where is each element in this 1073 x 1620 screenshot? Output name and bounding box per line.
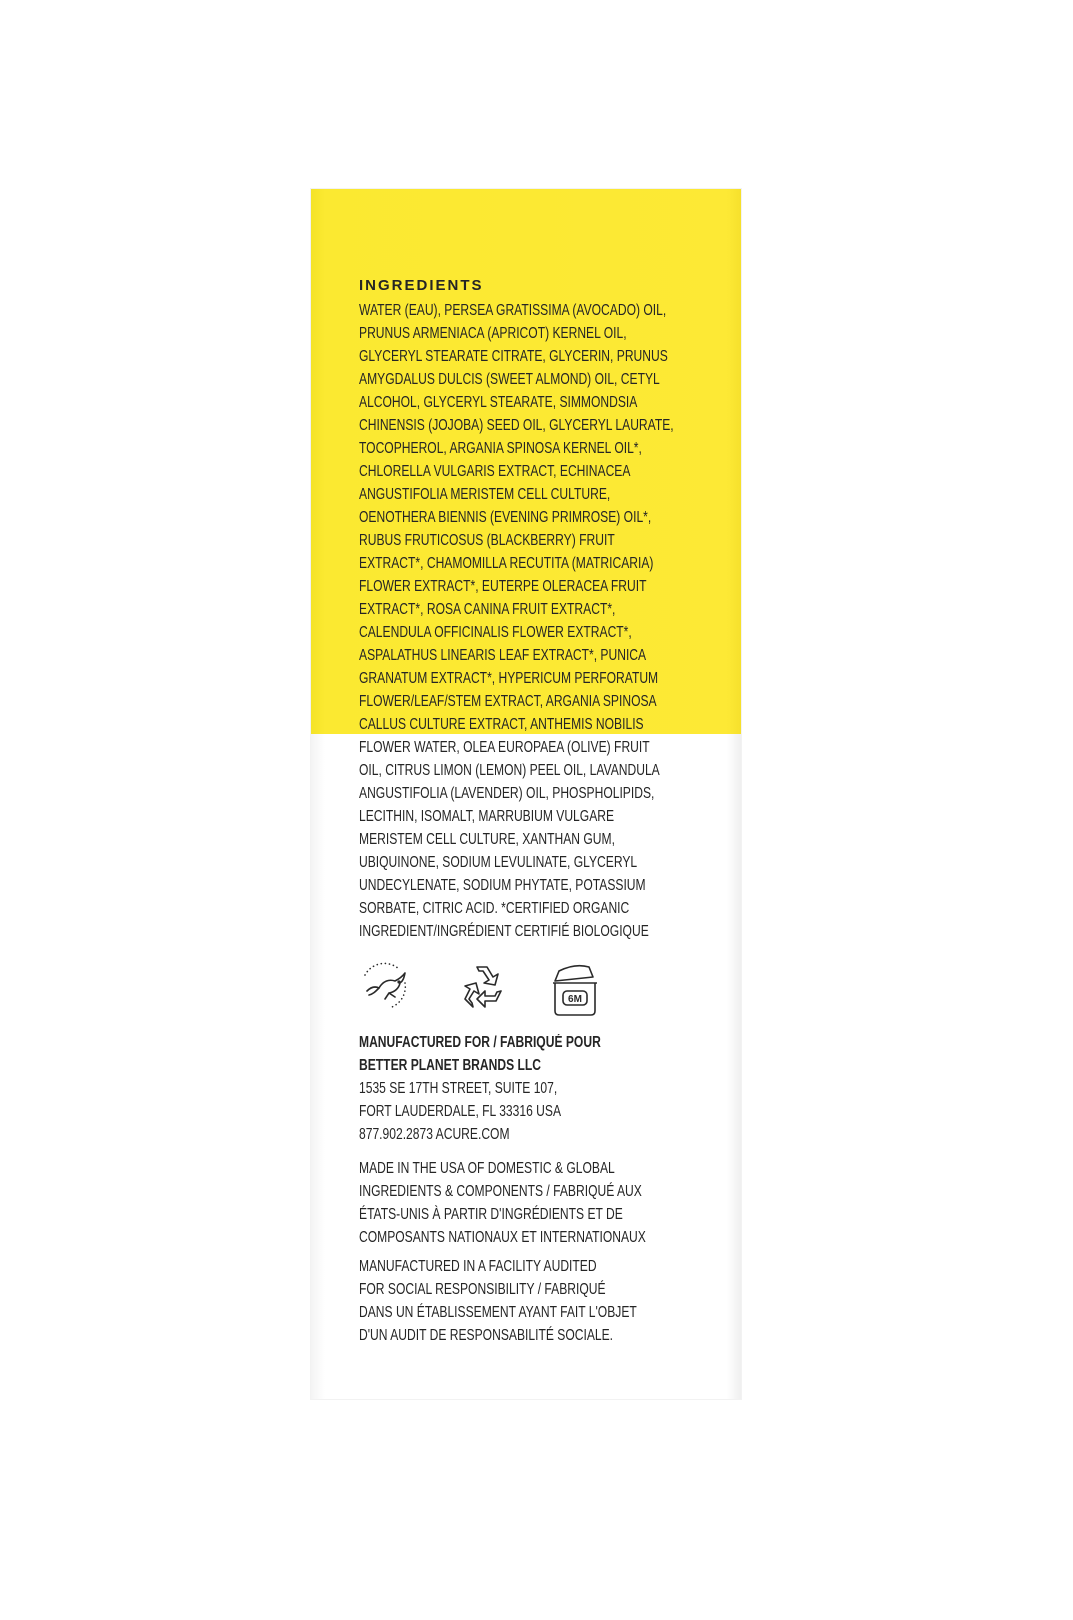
ingredients-line: AMYGDALUS DULCIS (SWEET ALMOND) OIL, CETYL: [359, 371, 660, 388]
pao-label: 6M: [568, 994, 582, 1005]
product-box-side-panel: [311, 189, 741, 1399]
ingredients-line: ANGUSTIFOLIA MERISTEM CELL CULTURE,: [359, 486, 611, 503]
ingredients-line: MERISTEM CELL CULTURE, XANTHAN GUM,: [359, 831, 615, 848]
ingredients-heading: INGREDIENTS: [359, 277, 484, 294]
ingredients-line: FLOWER WATER, OLEA EUROPAEA (OLIVE) FRUIT: [359, 739, 650, 756]
manufacturer-block: [359, 1031, 669, 1146]
made-in-line: ÉTATS-UNIS À PARTIR D'INGRÉDIENTS ET DE: [359, 1206, 623, 1223]
ingredients-line: SORBATE, CITRIC ACID. *CERTIFIED ORGANIC: [359, 900, 630, 917]
ingredients-line: TOCOPHEROL, ARGANIA SPINOSA KERNEL OIL*,: [359, 440, 642, 457]
ingredients-line: EXTRACT*, CHAMOMILLA RECUTITA (MATRICARIA): [359, 555, 654, 572]
ingredients-line: FLOWER/LEAF/STEM EXTRACT, ARGANIA SPINOSA: [359, 693, 657, 710]
made-in-statement: [359, 1157, 727, 1249]
leaping-bunny-icon: [359, 961, 411, 1013]
address-line: FORT LAUDERDALE, FL 33316 USA: [359, 1103, 562, 1120]
ingredients-line: FLOWER EXTRACT*, EUTERPE OLERACEA FRUIT: [359, 578, 647, 595]
ingredients-line: UNDECYLENATE, SODIUM PHYTATE, POTASSIUM: [359, 877, 646, 894]
ingredients-line: RUBUS FRUTICOSUS (BLACKBERRY) FRUIT: [359, 532, 615, 549]
ingredients-line: CALENDULA OFFICINALIS FLOWER EXTRACT*,: [359, 624, 632, 641]
ingredients-line: OIL, CITRUS LIMON (LEMON) PEEL OIL, LAVANDULA: [359, 762, 660, 779]
ingredients-line: WATER (EAU), PERSEA GRATISSIMA (AVOCADO) OIL,: [359, 302, 667, 319]
made-in-text: [359, 1157, 646, 1249]
contact-line: 877.902.2873 ACURE.COM: [359, 1126, 510, 1143]
facility-line: FOR SOCIAL RESPONSIBILITY / FABRIQUÉ: [359, 1281, 606, 1298]
manufactured-for: MANUFACTURED FOR / FABRIQUÉ POUR: [359, 1034, 601, 1051]
recycle-icon: [455, 961, 509, 1015]
ingredients-line: CHLORELLA VULGARIS EXTRACT, ECHINACEA: [359, 463, 631, 480]
open-jar-icon: [549, 961, 601, 1017]
ingredients-line: ANGUSTIFOLIA (LAVENDER) OIL, PHOSPHOLIPIDS,: [359, 785, 655, 802]
ingredients-line: ASPALATHUS LINEARIS LEAF EXTRACT*, PUNICA: [359, 647, 647, 664]
ingredients-line: CHINENSIS (JOJOBA) SEED OIL, GLYCERYL LAURATE,: [359, 417, 674, 434]
made-in-line: COMPOSANTS NATIONAUX ET INTERNATIONAUX: [359, 1229, 646, 1246]
ingredients-line: ALCOHOL, GLYCERYL STEARATE, SIMMONDSIA: [359, 394, 638, 411]
facility-text: [359, 1255, 637, 1347]
made-in-line: MADE IN THE USA OF DOMESTIC & GLOBAL: [359, 1160, 615, 1177]
ingredients-line: UBIQUINONE, SODIUM LEVULINATE, GLYCERYL: [359, 854, 638, 871]
ingredients-line: INGREDIENT/INGRÉDIENT CERTIFIÉ BIOLOGIQUE: [359, 923, 649, 940]
facility-line: DANS UN ÉTABLISSEMENT AYANT FAIT L'OBJET: [359, 1304, 637, 1321]
symbols-row: [359, 961, 582, 1021]
ingredients-list: [359, 299, 674, 943]
company-name: BETTER PLANET BRANDS LLC: [359, 1057, 542, 1074]
ingredients-line: LECITHIN, ISOMALT, MARRUBIUM VULGARE: [359, 808, 615, 825]
ingredients-line: CALLUS CULTURE EXTRACT, ANTHEMIS NOBILIS: [359, 716, 644, 733]
ingredients-section: [359, 278, 707, 943]
facility-statement: [359, 1255, 715, 1347]
manufacturer-text: [359, 1031, 601, 1146]
address-line: 1535 SE 17TH STREET, SUITE 107,: [359, 1080, 558, 1097]
ingredients-line: GRANATUM EXTRACT*, HYPERICUM PERFORATUM: [359, 670, 659, 687]
ingredients-line: PRUNUS ARMENIACA (APRICOT) KERNEL OIL,: [359, 325, 627, 342]
ingredients-line: EXTRACT*, ROSA CANINA FRUIT EXTRACT*,: [359, 601, 616, 618]
made-in-line: INGREDIENTS & COMPONENTS / FABRIQUÉ AUX: [359, 1183, 642, 1200]
ingredients-line: GLYCERYL STEARATE CITRATE, GLYCERIN, PRUNUS: [359, 348, 668, 365]
facility-line: MANUFACTURED IN A FACILITY AUDITED: [359, 1258, 597, 1275]
facility-line: D'UN AUDIT DE RESPONSABILITÉ SOCIALE.: [359, 1327, 614, 1344]
ingredients-line: OENOTHERA BIENNIS (EVENING PRIMROSE) OIL*,: [359, 509, 652, 526]
